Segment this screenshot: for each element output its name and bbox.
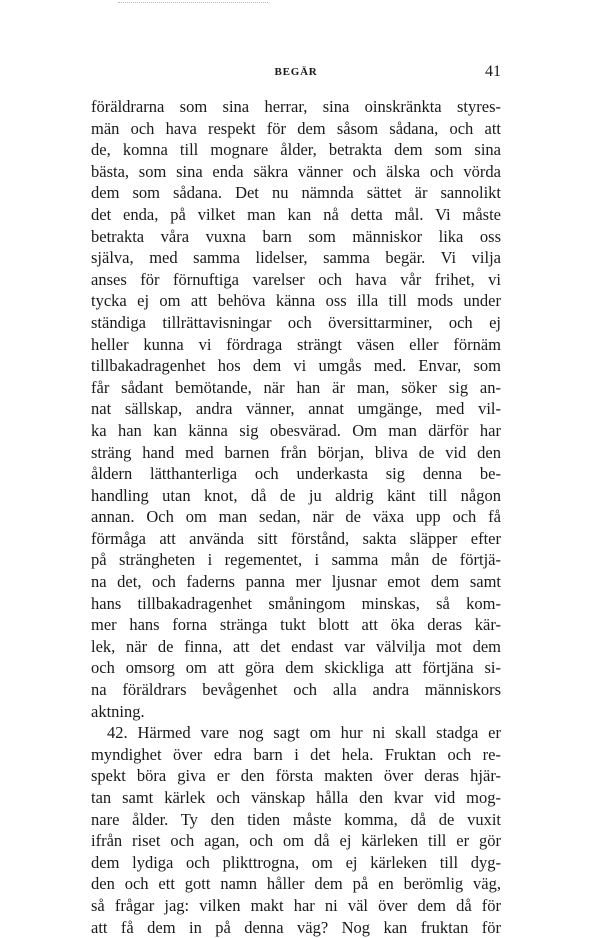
section-start-line: 42. Härmed vare nog sagt om hur ni skall stadga er bbox=[107, 723, 501, 743]
text-line: annan. Och om man sedan, när de växa upp och få bbox=[91, 507, 501, 527]
text-line: na det, och faderns panna mer ljusnar emot dem samt bbox=[91, 572, 501, 592]
text-line: ständiga tillrättavisningar och översittarminer, och ej bbox=[91, 312, 501, 332]
text-line: heller kunna vi fördraga strängt väsen eller förnäm bbox=[91, 334, 501, 354]
text-line: handling utan knot, då de ju aldrig känt till någon bbox=[91, 485, 501, 505]
text-line: sträng hand med barnen från början, bliva de vid den bbox=[91, 442, 501, 462]
text-line: det enda, på vilket man kan nå detta mål. Vi måste bbox=[91, 204, 501, 224]
page-number: 41 bbox=[485, 63, 501, 80]
text-line: de, komna till mognare ålder, betrakta dem som sina bbox=[91, 140, 501, 160]
text-line: myndighet över edra barn i det hela. Fruktan och re- bbox=[91, 744, 501, 764]
text-line: så frågar jag: vilken makt har ni väl över dem då för bbox=[91, 895, 501, 915]
text-line: åldern lätthanterliga och underkasta sig denna be- bbox=[91, 464, 501, 484]
text-line: dem som sådana. Det nu nämnda sättet är sannolikt bbox=[91, 183, 501, 203]
body-text bbox=[91, 96, 501, 938]
text-line: på strängheten i regementet, i samma mån de förtjä- bbox=[91, 550, 501, 570]
text-line: tan samt kärlek och vänskap hålla den kvar vid mog- bbox=[91, 788, 501, 807]
text-line: dem lydiga och plikttrogna, om ej kärleken till dyg- bbox=[91, 852, 501, 872]
text-line: den och ett gott namn håller dem på en berömlig väg, bbox=[91, 874, 501, 894]
text-line: tycka ej om att behöva känna oss illa till mods under bbox=[91, 291, 501, 311]
text-line: betrakta våra vuxna barn som människor lika oss bbox=[91, 226, 501, 246]
text-line: ka han kan känna sig obesvärad. Om man därför har bbox=[91, 420, 501, 440]
text-line: föräldrarna som sina herrar, sina oinskränkta styres- bbox=[91, 97, 501, 116]
text-line: mer hans forna stränga tukt blott att öka deras kär- bbox=[91, 615, 501, 635]
paragraph-end-line: aktning. bbox=[91, 701, 145, 721]
text-line: nat sällskap, andra vänner, annat umgänge, med vil- bbox=[91, 399, 501, 419]
top-edge-rule bbox=[118, 2, 268, 3]
text-line: förmåga att använda sitt förstånd, sakta släpper efter bbox=[91, 528, 501, 548]
running-header bbox=[91, 63, 501, 88]
text-line: spekt böra giva er den första makten över deras hjär- bbox=[91, 766, 501, 786]
text-line: hans tillbakadragenhet småningom minskas, så kom- bbox=[91, 593, 501, 613]
text-line: själva, med samma lidelser, samma begär. Vi vilja bbox=[91, 248, 501, 268]
text-line: ifrån riset och agan, och om då ej kärleken till er gör bbox=[91, 831, 501, 851]
text-line: bästa, som sina enda säkra vänner och älska och vörda bbox=[91, 161, 501, 181]
running-title: BEGÄR bbox=[274, 66, 318, 78]
text-line: na föräldrars bevågenhet och alla andra människors bbox=[91, 680, 501, 700]
text-line: att få dem in på denna väg? Nog kan fruktan för bbox=[91, 917, 501, 937]
text-line: nare ålder. Ty den tiden måste komma, då de vuxit bbox=[91, 809, 501, 829]
text-line: tillbakadragenhet hos dem vi umgås med. Envar, som bbox=[91, 356, 501, 376]
text-line: anses för förnuftiga varelser och hava vår frihet, vi bbox=[91, 269, 501, 289]
text-line: får sådant bemötande, när han är man, söker sig an- bbox=[91, 377, 501, 397]
text-line: och omsorg om att göra dem skickliga att förtjäna si- bbox=[91, 658, 501, 678]
text-line: män och hava respekt för dem såsom sådana, och att bbox=[91, 118, 501, 138]
text-line: lek, när de finna, att det endast var välvilja mot dem bbox=[91, 636, 501, 656]
